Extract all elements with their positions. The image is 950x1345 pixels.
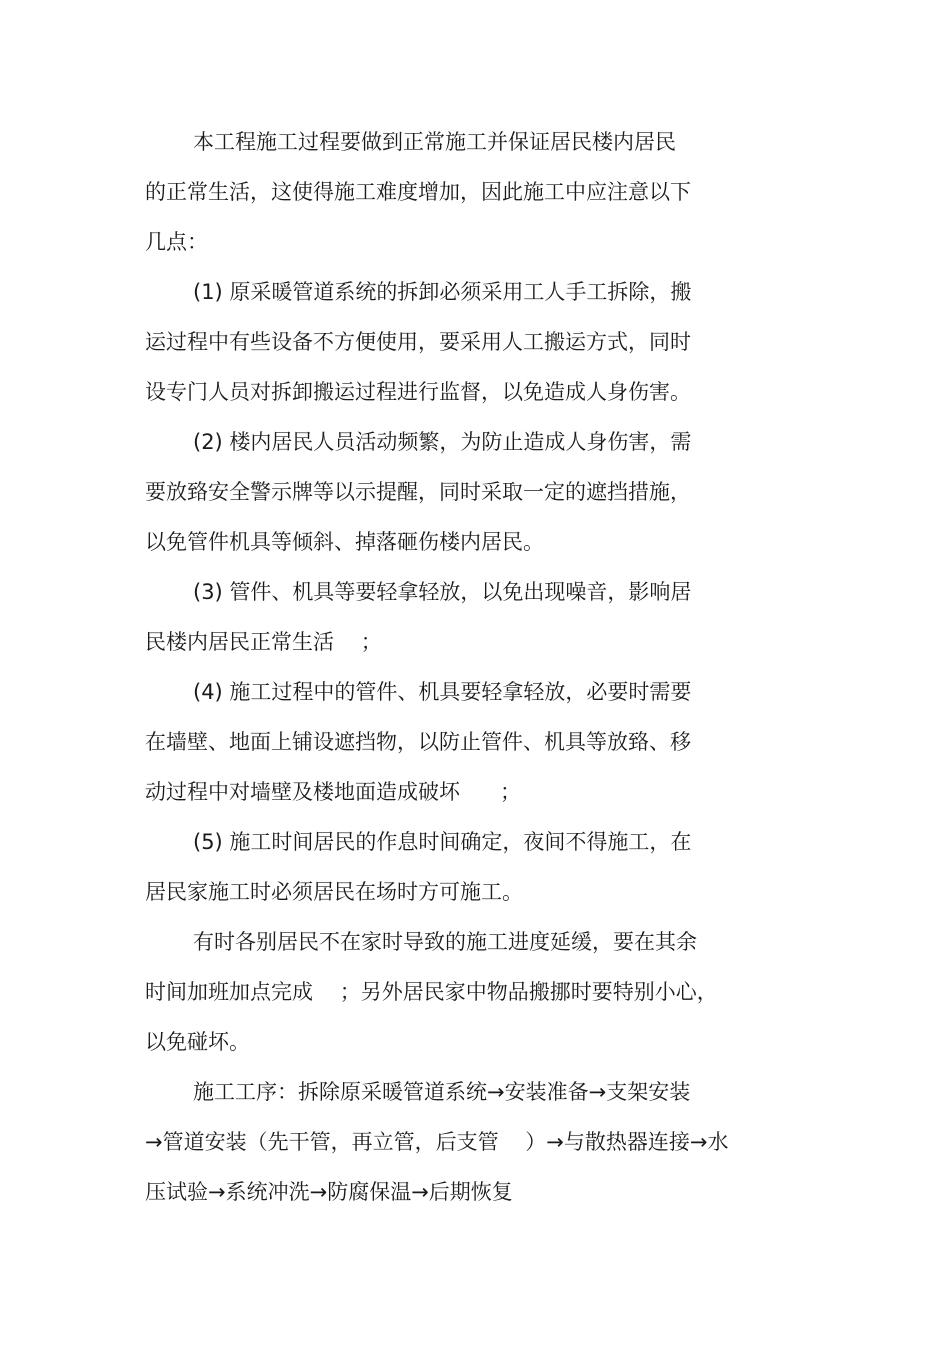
item-4-line-2: 在墙壁、地面上铺设遮挡物，以防止管件、机具等放臵、移 xyxy=(145,730,691,754)
item-2-line-2: 要放臵安全警示牌等以示提醒，同时采取一定的遮挡措施， xyxy=(145,480,691,504)
paragraph-note-line-2: 时间加班加点完成 ；另外居民家中物品搬挪时要特别小心， xyxy=(145,980,718,1004)
paragraph-intro-line-2: 的正常生活，这使得施工难度增加，因此施工中应注意以下 xyxy=(145,180,691,204)
item-1-line-2: 运过程中有些设备不方便使用，要采用人工搬运方式，同时 xyxy=(145,330,691,354)
paragraph-intro-line-1: 本工程施工过程要做到正常施工并保证居民楼内居民 xyxy=(193,130,676,154)
paragraph-intro-line-3: 几点： xyxy=(145,230,208,254)
item-1-line-1: (1) 原采暖管道系统的拆卸必须采用工人手工拆除，搬 xyxy=(193,280,692,304)
item-1-line-3: 设专门人员对拆卸搬运过程进行监督，以免造成人身伤害。 xyxy=(145,380,691,404)
item-2-line-3: 以免管件机具等倾斜、掉落砸伤楼内居民。 xyxy=(145,530,544,554)
item-4-line-1: (4) 施工过程中的管件、机具要轻拿轻放，必要时需要 xyxy=(193,680,692,704)
item-3-line-2: 民楼内居民正常生活 ； xyxy=(145,630,382,654)
item-5-line-1: (5) 施工时间居民的作息时间确定，夜间不得施工，在 xyxy=(193,830,692,854)
procedure-line-1: 施工工序：拆除原采暖管道系统→安装准备→支架安装 xyxy=(193,1080,691,1104)
procedure-line-3: 压试验→系统冲洗→防腐保温→后期恢复 xyxy=(145,1180,513,1204)
paragraph-note-line-3: 以免碰坏。 xyxy=(145,1030,250,1054)
item-3-line-1: (3) 管件、机具等要轻拿轻放，以免出现噪音，影响居 xyxy=(193,580,692,604)
paragraph-note-line-1: 有时各别居民不在家时导致的施工进度延缓，要在其余 xyxy=(193,930,697,954)
item-4-line-3: 动过程中对墙壁及楼地面造成破坏 ； xyxy=(145,780,522,804)
procedure-line-2: →管道安装（先干管，再立管，后支管 ）→与散热器连接→水 xyxy=(145,1130,729,1154)
item-2-line-1: (2) 楼内居民人员活动频繁，为防止造成人身伤害，需 xyxy=(193,430,692,454)
item-5-line-2: 居民家施工时必须居民在场时方可施工。 xyxy=(145,880,523,904)
